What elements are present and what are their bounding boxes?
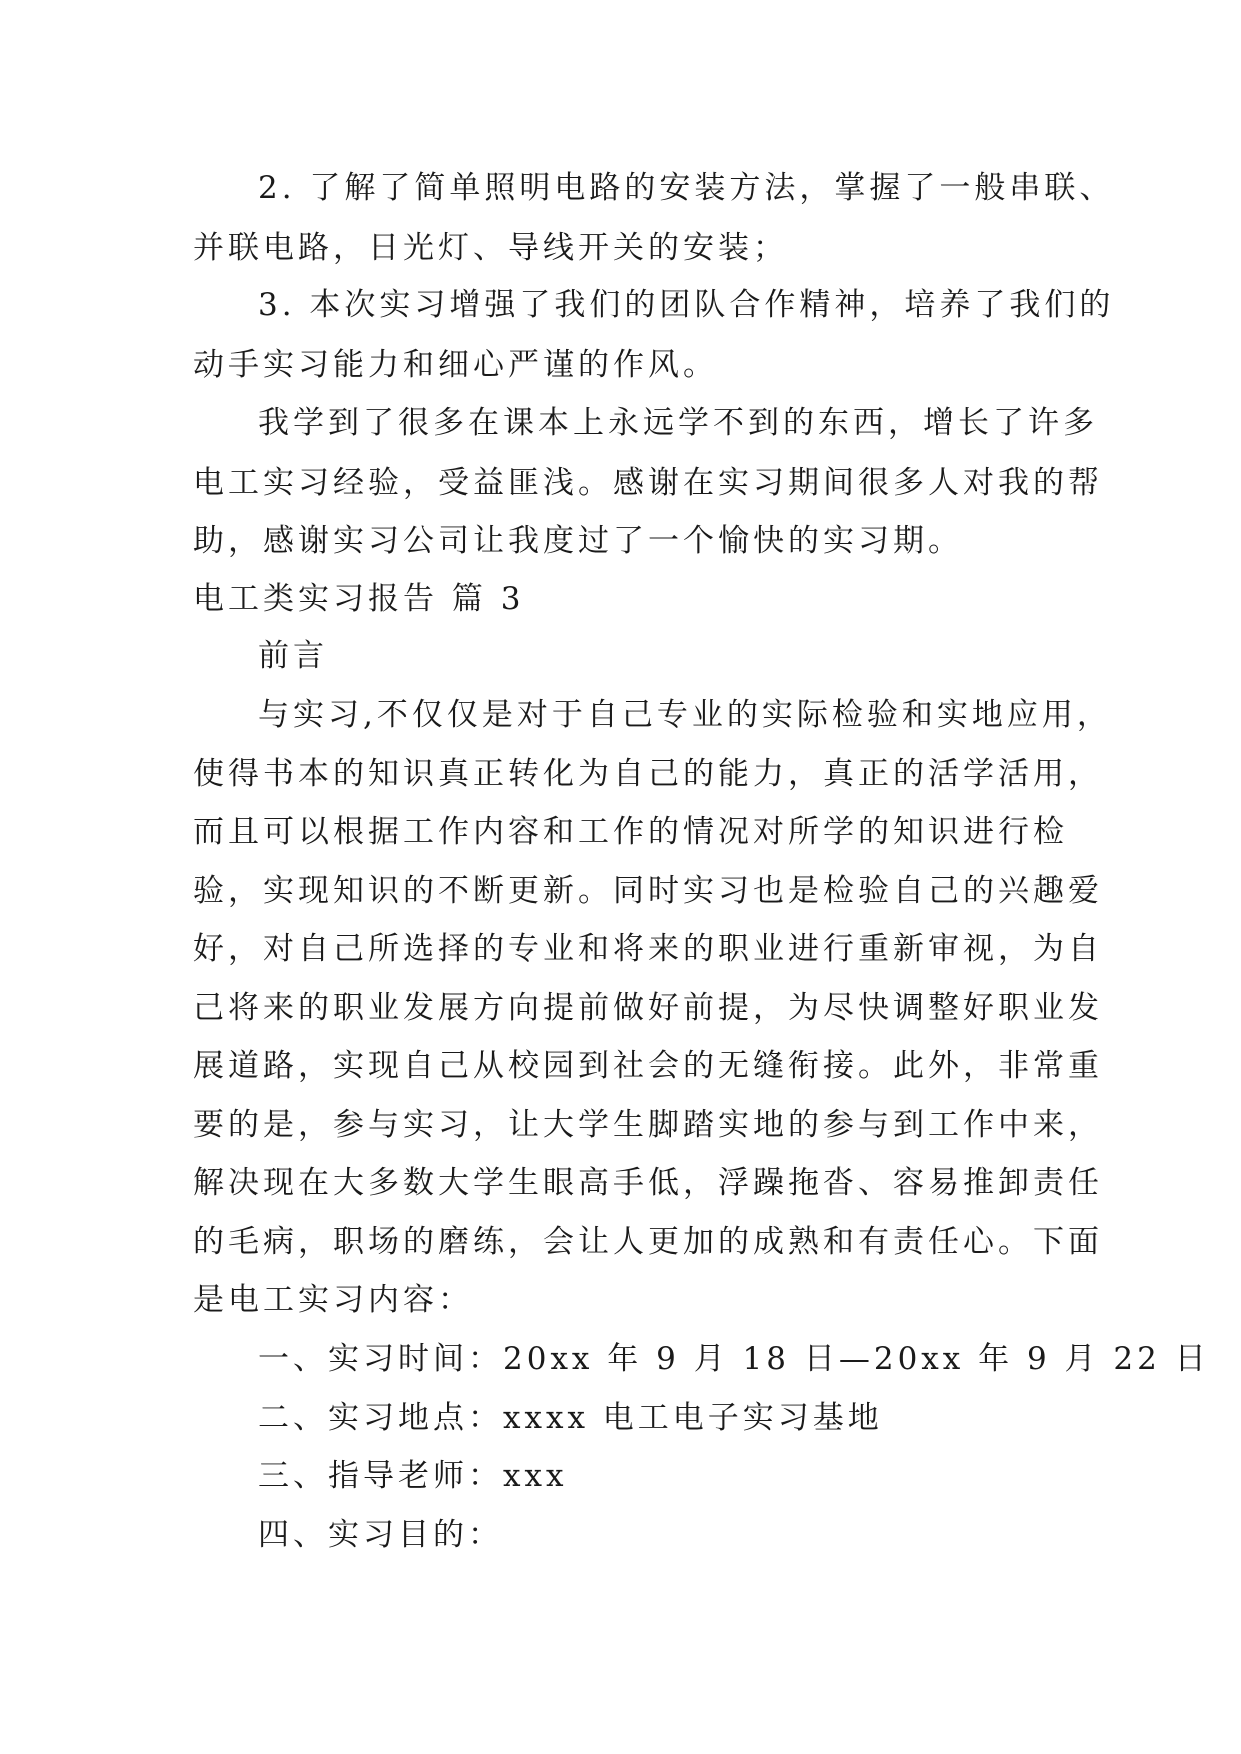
info-item-time: 一、实习时间：20xx 年 9 月 18 日—20xx 年 9 月 22 日 xyxy=(258,1341,1210,1377)
preface-paragraph-line: 己将来的职业发展方向提前做好前提，为尽快调整好职业发 xyxy=(193,990,1103,1026)
section-heading: 电工类实习报告 篇 3 xyxy=(193,581,525,617)
preface-paragraph-line: 解决现在大多数大学生眼高手低，浮躁拖沓、容易推卸责任 xyxy=(193,1165,1103,1201)
preface-paragraph-line: 展道路，实现自己从校园到社会的无缝衔接。此外，非常重 xyxy=(193,1048,1103,1084)
preface-paragraph-line: 好，对自己所选择的专业和将来的职业进行重新审视，为自 xyxy=(193,931,1103,967)
list-item-2: 2. 了解了简单照明电路的安装方法，掌握了一般串联、 xyxy=(258,170,1115,206)
preface-paragraph-line: 与实习,不仅仅是对于自己专业的实际检验和实地应用， xyxy=(258,697,1112,733)
list-item-3: 3. 本次实习增强了我们的团队合作精神，培养了我们的 xyxy=(258,287,1115,323)
list-item-2-continued: 并联电路，日光灯、导线开关的安装； xyxy=(193,230,788,266)
summary-paragraph-line: 助，感谢实习公司让我度过了一个愉快的实习期。 xyxy=(193,523,963,559)
summary-paragraph-line: 我学到了很多在课本上永远学不到的东西，增长了许多 xyxy=(258,405,1098,441)
summary-paragraph-line: 电工实习经验，受益匪浅。感谢在实习期间很多人对我的帮 xyxy=(193,465,1103,501)
preface-paragraph-line: 是电工实习内容： xyxy=(193,1282,473,1318)
list-item-3-continued: 动手实习能力和细心严谨的作风。 xyxy=(193,347,718,383)
info-item-location: 二、实习地点：xxxx 电工电子实习基地 xyxy=(258,1400,883,1436)
preface-paragraph-line: 而且可以根据工作内容和工作的情况对所学的知识进行检 xyxy=(193,814,1068,850)
preface-paragraph-line: 的毛病，职场的磨练，会让人更加的成熟和有责任心。下面 xyxy=(193,1224,1103,1260)
preface-paragraph-line: 要的是，参与实习，让大学生脚踏实地的参与到工作中来， xyxy=(193,1107,1103,1143)
subheading-preface: 前言 xyxy=(258,638,328,674)
info-item-teacher: 三、指导老师：xxx xyxy=(258,1458,568,1494)
info-item-purpose: 四、实习目的： xyxy=(258,1517,503,1553)
preface-paragraph-line: 使得书本的知识真正转化为自己的能力，真正的活学活用， xyxy=(193,756,1103,792)
preface-paragraph-line: 验，实现知识的不断更新。同时实习也是检验自己的兴趣爱 xyxy=(193,873,1103,909)
